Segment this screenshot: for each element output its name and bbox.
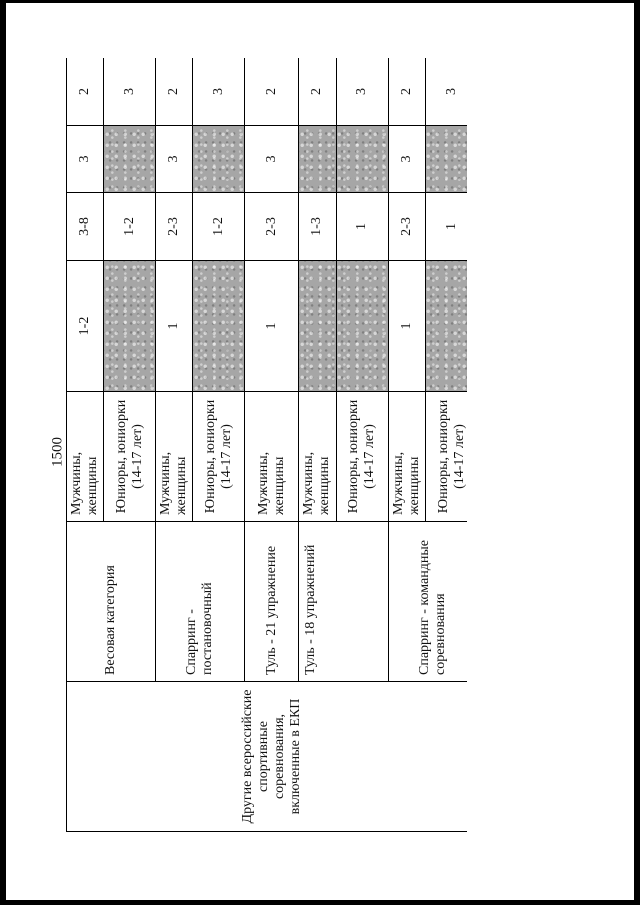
col6-cell: 3 [156, 126, 193, 193]
discipline-cell: Спарринг - постановочный [156, 522, 245, 682]
col7-cell: 2 [156, 58, 193, 126]
page-number: 1500 [49, 437, 66, 467]
page-frame-left [0, 0, 6, 905]
col6-cell-shaded [104, 126, 156, 193]
page-frame-top [0, 0, 640, 3]
page-frame-right [634, 0, 640, 905]
category-cell: Мужчины, женщины [388, 392, 425, 522]
places-cell: 1 [156, 261, 193, 392]
col6-cell: 3 [67, 126, 104, 193]
col6-cell-shaded [193, 126, 245, 193]
range-cell: 1-3 [299, 193, 336, 261]
col7-cell: 2 [299, 58, 336, 126]
col6-cell-shaded [336, 126, 388, 193]
places-cell: 1 [388, 261, 425, 392]
col6-cell: 3 [245, 126, 299, 193]
places-cell-shaded [299, 261, 336, 392]
discipline-cell: Туль - 21 упражнение [245, 522, 299, 682]
col7-cell: 3 [104, 58, 156, 126]
range-cell: 1-2 [104, 193, 156, 261]
places-cell: 1 [245, 261, 299, 392]
rotated-table-container [66, 58, 467, 832]
page-frame-bottom [0, 900, 640, 905]
places-cell-shaded [336, 261, 388, 392]
category-cell: Мужчины, женщины [299, 392, 336, 522]
col7-cell: 2 [245, 58, 299, 126]
category-cell: Юниоры, юниорки (14-17 лет) [425, 392, 467, 522]
category-cell: Мужчины, женщины [67, 392, 104, 522]
col6-cell-shaded [425, 126, 467, 193]
table-row [67, 58, 104, 832]
range-cell: 3-8 [67, 193, 104, 261]
col7-cell: 2 [388, 58, 425, 126]
places-cell: 1-2 [67, 261, 104, 392]
range-cell: 2-3 [156, 193, 193, 261]
col7-cell: 2 [67, 58, 104, 126]
places-cell-shaded [425, 261, 467, 392]
rotated-table-sheet [66, 58, 467, 832]
category-cell: Мужчины, женщины [245, 392, 299, 522]
range-cell: 2-3 [388, 193, 425, 261]
range-cell: 1 [336, 193, 388, 261]
category-cell: Юниоры, юниорки (14-17 лет) [193, 392, 245, 522]
discipline-cell: Спарринг - командные соревнования [388, 522, 467, 682]
places-cell-shaded [193, 261, 245, 392]
category-cell: Мужчины, женщины [156, 392, 193, 522]
group-label-cell: Другие всероссийские спортивные соревнования, включенные в ЕКП [67, 682, 468, 832]
discipline-cell: Туль - 18 упражнений [299, 522, 388, 682]
category-cell: Юниоры, юниорки (14-17 лет) [336, 392, 388, 522]
category-cell: Юниоры, юниорки (14-17 лет) [104, 392, 156, 522]
discipline-cell: Весовая категория [67, 522, 156, 682]
col7-cell: 3 [336, 58, 388, 126]
places-cell-shaded [104, 261, 156, 392]
col7-cell: 3 [425, 58, 467, 126]
range-cell: 2-3 [245, 193, 299, 261]
col6-cell-shaded [299, 126, 336, 193]
col6-cell: 3 [388, 126, 425, 193]
col7-cell: 3 [193, 58, 245, 126]
range-cell: 1-2 [193, 193, 245, 261]
range-cell: 1 [425, 193, 467, 261]
competition-table [66, 58, 467, 832]
